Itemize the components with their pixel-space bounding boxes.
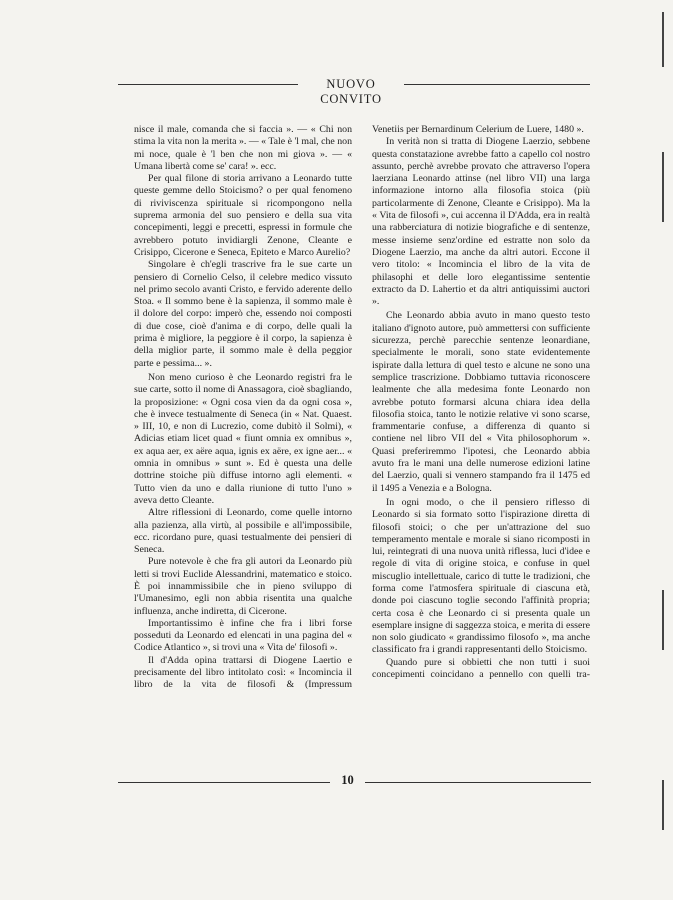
paragraph: Altre riflessioni di Leonardo, come quelle intorno alla pazienza, alla virtù, al possibile e all'impossibile, ecc. ricordano pure, quasi testualmente dei pensieri di Seneca.: [134, 507, 352, 556]
page-edge-mark: [662, 590, 664, 650]
paragraph: Il d'Adda opina trattarsi di Diogene Laertio e precisamente del libro intitolato così: « Incominciа il libro de la vita de filosofi & (Impressum: [134, 654, 352, 691]
footer-rule-right: [365, 782, 591, 783]
paragraph: nisce il male, comanda che si faccia ». — « Chi non stima la vita non la merita ». — « Tale è 'l mal, che non mi noce, quale è 'l ben che non mi giova ». — « Umana libertà come se' cara! ». ecc.: [134, 124, 352, 172]
paragraph: Importantissimo è infine che fra i libri forse posseduti da Leonardo ed elencati in una pagina del « Codice Atlantico », si trovi una « Vita de' filosofi ».: [134, 617, 352, 654]
right-text-column: [372, 124, 590, 681]
page-edge-mark: [662, 152, 664, 222]
left-text-column: [134, 124, 352, 692]
footer-rule-left: [118, 782, 330, 783]
paragraph: Singolare è ch'egli trascrive fra le sue carte un pensiero di Cornelio Celso, il celebre medico vissuto nel primo secolo avanti Cristo, e fervido aderente dello Stoa. « Il sommo bene è la sapienza, il sommo male è il dolore del corpo: imperò che, essendo noi composti di due cose, cioè d'anima e di corpo, delle quali la prima è migliore, la peggiore è il corpo, la sapienza è della miglior parte, il sommo male è della peggior parte e pessima... ».: [134, 259, 352, 369]
paragraph: In ogni modo, o che il pensiero riflesso di Leonardo si sia formato sotto l'ispirazione diretta di filosofi stoici; o che per un'attrazione del suo temperamento mentale e morale si siano ricomposti in lui, reintegrati di una nuova unità riflessa, luci d'idee e regole di vita di origine stoica, e confuse in quel miscuglio intellettuale, carico di tutte le tradizioni, che forma come l'atmosfera spirituale di ciascuna età, donde poi ciascuno toglie secondo l'affinità propria; certa cosa è che Leonardo ci si presenta quale un esemplare insigne di saggezza stoica, e merita di essere non solo giudicato « grandissimo filosofo », ma anche classificato fra i grandi rappresentanti dello Stoicismo.: [372, 496, 590, 656]
paragraph: Pure notevole è che fra gli autori da Leonardo più letti si trovi Euclide Alessandrini, matematico e stoico. È poi innammissibile che in pieno sviluppo di l'Umanesimo, egli non abbia risentita una qualche influenza, anche indiretta, di Cicerone.: [134, 556, 352, 617]
paragraph: Venetiis per Bernardinum Celerium de Luere, 1480 ».: [372, 124, 584, 135]
paragraph: Che Leonardo abbia avuto in mano questo testo italiano d'ignoto autore, può ammettersi con sufficiente sicurezza, perchè parecchie sentenze leonardiane, specialmente le morali, sono state evidentemente ispirate dalla lettura di quel testo e alcune ne sono una semplice trascrizione. Dobbiamo tuttavia riconoscere lealmente che alla medesima fonte Leonardo non avrebbe potuto formarsi alcuna chiara idea della filosofia stoica, tanto le notizie relative vi sono scarse, frammentarie confuse, a differenza di quanto si contiene nel libro VII del « Vita philosophorum ». Quasi preferiremmo l'ipotesi, che Leonardo abbia avuto fra le mani una delle numerose edizioni latine del Laerzio, quali si vennero stampando fra il 1475 ed il 1495 a Venezia e a Bologna.: [372, 310, 590, 494]
paragraph: Quando pure si obbietti che non tutti i suoi concepimenti coincidano a pennello con quelli tra-: [372, 656, 590, 681]
header-rule-right: [404, 84, 590, 85]
paragraph: Per qual filone di storia arrivano a Leonardo tutte queste gemme dello Stoicismo? o per qual fenomeno di riviviscenza spirituale si ricompongono nella suprema armonia del suo pensiero e della sua vita concepimenti, leggi e precetti, espressi in formule che avrebbero potuto invidiargli Zenone, Cleante e Crisippo, Cicerone e Seneca, Epiteto e Marco Aurelio?: [134, 173, 352, 258]
page-number: 10: [341, 773, 354, 787]
header-rule-left: [118, 84, 298, 85]
paragraph: Non meno curioso è che Leonardo registri fra le sue carte, sotto il nome di Anassagora, cioè sbagliando, la proposizione: « Ogni cosa vien da da ogni cosa », che è invece testualmente di Seneca (in « Nat. Quaest. » III, 10, e non di Lucrezio, come dubitò il Solmi), « Adicias etiam licet quad « fiunt omnia ex omnibus », ex aqua aer, ex aëre aqua, ignis ex aëre, ex igne aer... « omnia in omnibus » sunt ». Ed è questa una delle dottrine stoiche più diffuse intorno agli elementi. « Tutto vien da uno e dalla riunione di tutto l'uno » aveva detto Cleante.: [134, 371, 352, 506]
paragraph: In verità non si tratta di Diogene Laerzio, sebbene questa constatazione avrebbe fatto a capello col nostro assunto, perchè avrebbe provato che attraverso l'opera laerziana Leonardo attinse (nel libro VII) una larga informazione intorno alla filosofia stoica (più particolarmente di Zenone, Cleante e Crisippo). Ma la « Vita de filosofi », cui accenna il D'Adda, era in realtà una rabberciatura di notizie biografiche e di sentenze, messe insieme senz'ordine ed estratte non solo da Diogene Laerzio, ma anche da altri autori. Eccone il vero titolo: « Incomincia el libro de la vita de philasophi et delle loro elegantissime sententie extracto da D. Lahertio et da altri antiquissimi auctori ».: [372, 136, 590, 308]
page-edge-mark: [662, 12, 664, 67]
running-title: NUOVO CONVITO: [320, 77, 382, 106]
page-edge-mark: [662, 780, 664, 830]
